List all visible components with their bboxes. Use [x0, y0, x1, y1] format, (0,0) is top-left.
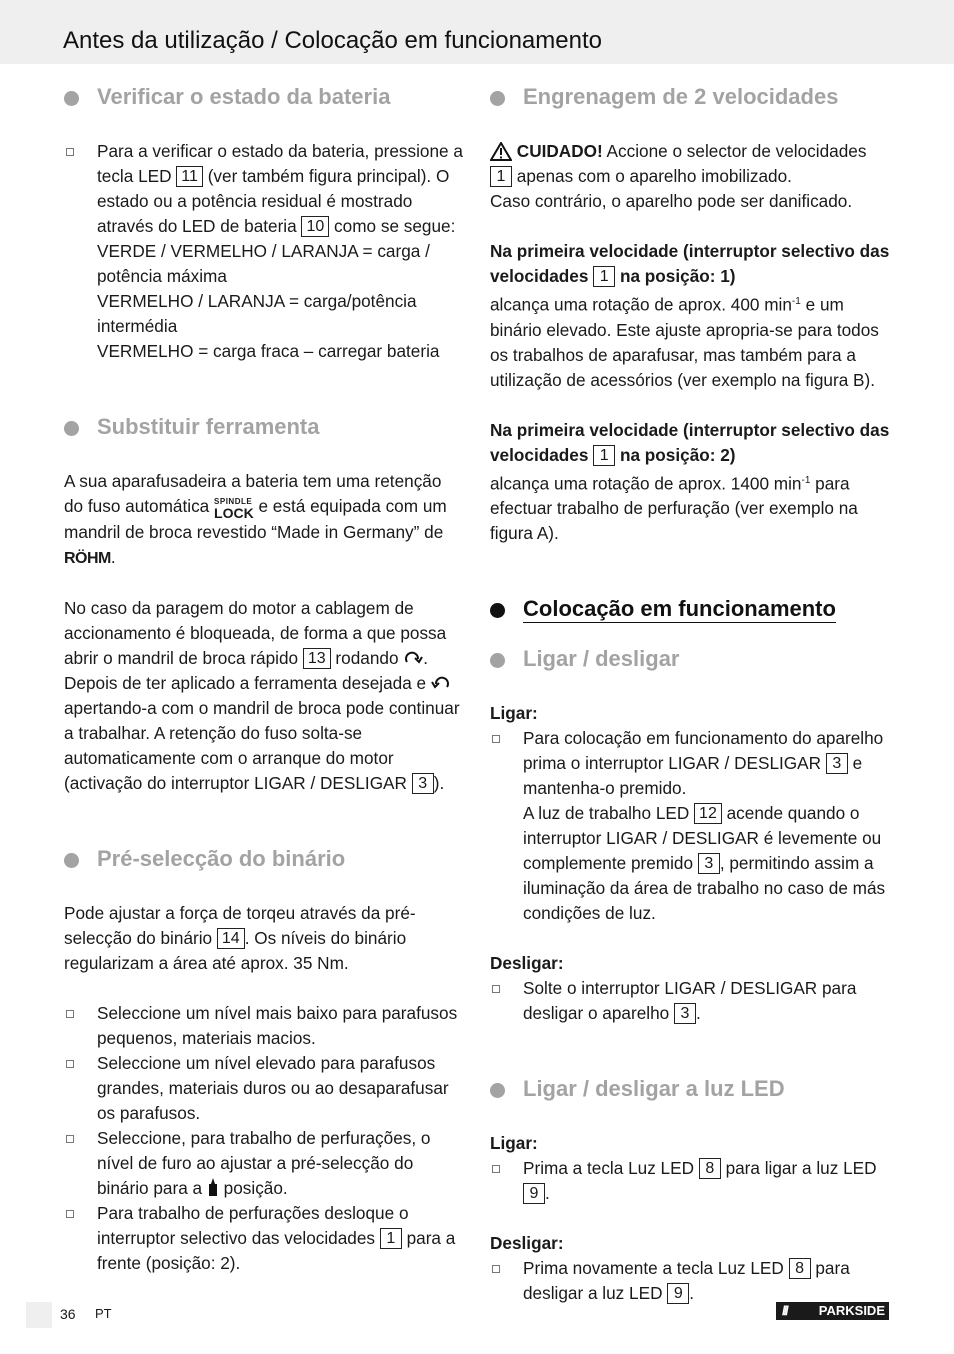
text: rodando	[335, 648, 399, 668]
text: Caso contrário, o aparelho pode ser danificado.	[490, 191, 853, 211]
ref-key: 11	[176, 166, 203, 187]
text: VERMELHO = carga fraca – carregar bateria	[97, 341, 440, 361]
bullet-dot-icon	[64, 421, 79, 436]
text: apenas com o aparelho imobilizado.	[516, 166, 792, 186]
text: No caso da paragem do motor a cablagem de accionamento é bloqueada, de forma a que possa abrir o mandril de broca rápido	[64, 598, 447, 668]
text: para a frente (posição: 2).	[97, 1228, 456, 1273]
list-item	[64, 1001, 464, 1051]
section-title: Colocação em funcionamento	[523, 596, 836, 622]
text: apertando-a com o mandril de broca pode continuar a trabalhar. A retenção do fuso solta-se automaticamente com o arranque do motor (activação do interruptor LIGAR / DESLIGAR	[64, 698, 460, 793]
text: . Os níveis do binário regularizam a área até aprox. 35 Nm.	[64, 928, 407, 973]
text: Prima a tecla Luz LED	[523, 1158, 694, 1179]
section-heading-torque	[64, 846, 464, 876]
superscript: -1	[791, 296, 801, 307]
subheading: Ligar:	[490, 1133, 538, 1154]
text: Pode ajustar a força de torqeu através da pré-selecção do binário	[64, 903, 416, 948]
text: Seleccione, para trabalho de perfurações, o nível de furo ao ajustar a pré-selecção do binário para a	[97, 1128, 431, 1198]
bullet-dot-icon	[490, 1083, 505, 1098]
logo-slash: ///	[782, 1303, 787, 1318]
checkbox-bullet-icon	[492, 1265, 500, 1273]
text: Seleccione um nível mais baixo para parafusos pequenos, materiais macios.	[97, 1003, 458, 1048]
page-title: Antes da utilização / Colocação em funcionamento	[63, 27, 602, 54]
list-item	[64, 1201, 464, 1276]
text: Para a verificar o estado da bateria, pressione a tecla LED	[97, 141, 463, 186]
ref-key: 3	[826, 753, 848, 774]
paragraph	[490, 468, 890, 547]
text: e um binário elevado. Este ajuste apropria-se para todos os trabalhos de aparafusar, mas também para a utilização de acessórios (ver exemplo na figura B).	[490, 294, 879, 390]
section-heading-operation	[490, 596, 890, 626]
text: para efectuar trabalho de perfuração (ver exemplo na figura A).	[490, 473, 858, 544]
section-heading-gears	[490, 84, 890, 114]
bullet-dot-icon	[64, 853, 79, 868]
checkbox-bullet-icon	[66, 1135, 74, 1143]
subheading	[490, 239, 890, 289]
rotate-clockwise-icon	[403, 650, 423, 668]
warning-triangle-icon	[490, 142, 512, 161]
ref-key: 1	[380, 1228, 402, 1249]
section-title: Engrenagem de 2 velocidades	[523, 84, 839, 109]
text: . Depois de ter aplicado a ferramenta desejada e	[64, 648, 429, 693]
list-item	[64, 1126, 464, 1201]
checkbox-bullet-icon	[66, 1210, 74, 1218]
list-item	[64, 139, 464, 364]
text: e está equipada com um mandril de broca revestido “Made in Germany” de	[64, 496, 447, 542]
list-item	[490, 976, 890, 1026]
right-column	[490, 84, 890, 1306]
text: , permitindo assim a iluminação da área de trabalho no caso de más condições de luz.	[523, 853, 886, 924]
checkbox-bullet-icon	[492, 1165, 500, 1173]
spindle-top: SPINDLE	[214, 497, 253, 506]
list-item	[490, 726, 890, 926]
ref-key: 3	[698, 853, 720, 874]
bullet-dot-icon	[490, 603, 505, 618]
subheading: Desligar:	[490, 1233, 564, 1254]
ref-key: 1	[490, 166, 512, 187]
paragraph	[64, 901, 464, 976]
spindle-lock-logo	[214, 498, 254, 520]
text: A luz de trabalho LED	[523, 803, 690, 824]
paragraph	[64, 596, 464, 796]
subheading: Desligar:	[490, 953, 564, 974]
section-title: Pré-selecção do binário	[97, 846, 346, 871]
ref-key: 8	[699, 1158, 721, 1179]
text: Prima novamente a tecla Luz LED	[523, 1258, 784, 1279]
text: para desligar a luz LED	[523, 1258, 850, 1304]
paragraph	[490, 289, 890, 393]
warning-label: CUIDADO!	[516, 141, 603, 161]
text: Para trabalho de perfurações desloque o interruptor selectivo das velocidades	[97, 1203, 409, 1248]
ref-key: 14	[217, 928, 245, 949]
text: ).	[433, 773, 445, 793]
ref-key: 3	[412, 773, 434, 794]
bullet-dot-icon	[64, 91, 79, 106]
section-heading-onoff	[490, 646, 890, 676]
section-title: Ligar / desligar a luz LED	[523, 1076, 785, 1102]
section-heading-battery	[64, 84, 464, 114]
text: Para colocação em funcionamento do aparelho prima o interruptor LIGAR / DESLIGAR	[523, 728, 884, 774]
superscript: -1	[801, 474, 811, 486]
text: Solte o interruptor LIGAR / DESLIGAR para desligar o aparelho	[523, 978, 857, 1024]
language-code: PT	[95, 1306, 112, 1321]
text: .	[545, 1183, 550, 1204]
page-number: 36	[60, 1306, 76, 1322]
bullet-dot-icon	[490, 653, 505, 668]
drill-icon	[207, 1178, 219, 1198]
ref-key: 1	[593, 266, 615, 287]
text: acende quando o interruptor LIGAR / DESLIGAR é levemente ou complemente premido	[523, 803, 882, 874]
text: alcança uma rotação de aprox. 1400 min	[490, 473, 802, 494]
ref-key: 13	[303, 648, 331, 669]
ref-key: 9	[667, 1283, 689, 1304]
checkbox-bullet-icon	[66, 1010, 74, 1018]
list-item	[490, 1256, 890, 1306]
page-header	[0, 0, 954, 64]
section-heading-led	[490, 1076, 890, 1106]
warning-paragraph	[490, 139, 890, 214]
checkbox-bullet-icon	[492, 985, 500, 993]
rotate-counterclockwise-icon	[431, 675, 451, 693]
text: como se segue:	[334, 216, 456, 236]
text: para ligar a luz LED	[725, 1158, 877, 1179]
subheading: Ligar:	[490, 703, 538, 724]
checkbox-bullet-icon	[492, 735, 500, 743]
checkbox-bullet-icon	[66, 148, 74, 156]
ref-key: 8	[789, 1258, 811, 1279]
paragraph	[64, 469, 464, 571]
parkside-logo	[776, 1302, 889, 1320]
footer-marker	[26, 1302, 52, 1328]
bullet-dot-icon	[490, 91, 505, 106]
text: A sua aparafusadeira a bateria tem uma retenção do fuso automática	[64, 471, 442, 516]
text: .	[689, 1283, 695, 1304]
text: VERDE / VERMELHO / LARANJA = carga / potência máxima	[97, 241, 430, 286]
text: na posição: 1)	[619, 266, 736, 286]
section-title: Substituir ferramenta	[97, 414, 320, 439]
left-column	[64, 84, 464, 1276]
ref-key: 1	[593, 445, 615, 466]
text: VERMELHO / LARANJA = carga/potência intermédia	[97, 291, 417, 336]
section-heading-tool	[64, 414, 464, 444]
text: .	[695, 1003, 701, 1024]
subheading	[490, 418, 890, 468]
text: Accione o selector de velocidades	[606, 141, 867, 161]
checkbox-bullet-icon	[66, 1060, 74, 1068]
list-item	[490, 1156, 890, 1206]
ref-key: 12	[694, 803, 722, 824]
text: .	[110, 547, 116, 567]
ref-key: 10	[301, 216, 329, 237]
section-title: Verificar o estado da bateria	[97, 84, 391, 109]
rohm-logo: RÖHM	[64, 550, 111, 567]
text: (ver também figura principal). O estado ou a potência residual é mostrado através do LED de bateria	[97, 166, 450, 236]
text: Na primeira velocidade (interruptor selectivo das velocidades	[490, 419, 890, 465]
text: posição.	[223, 1178, 288, 1198]
text: alcança uma rotação de aprox. 400 min	[490, 294, 792, 315]
text: na posição: 2)	[619, 444, 736, 465]
logo-text: PARKSIDE	[818, 1303, 885, 1318]
text: Seleccione um nível elevado para parafusos grandes, materiais duros ou ao desaparafusar os parafusos.	[97, 1053, 449, 1123]
text: e mantenha-o premido.	[523, 753, 863, 799]
section-title: Ligar / desligar	[523, 646, 680, 672]
list-item	[64, 1051, 464, 1126]
ref-key: 9	[523, 1183, 545, 1204]
ref-key: 3	[674, 1003, 696, 1024]
spindle-bottom: LOCK	[214, 505, 254, 521]
text: Na primeira velocidade (interruptor selectivo das velocidades	[490, 241, 890, 286]
